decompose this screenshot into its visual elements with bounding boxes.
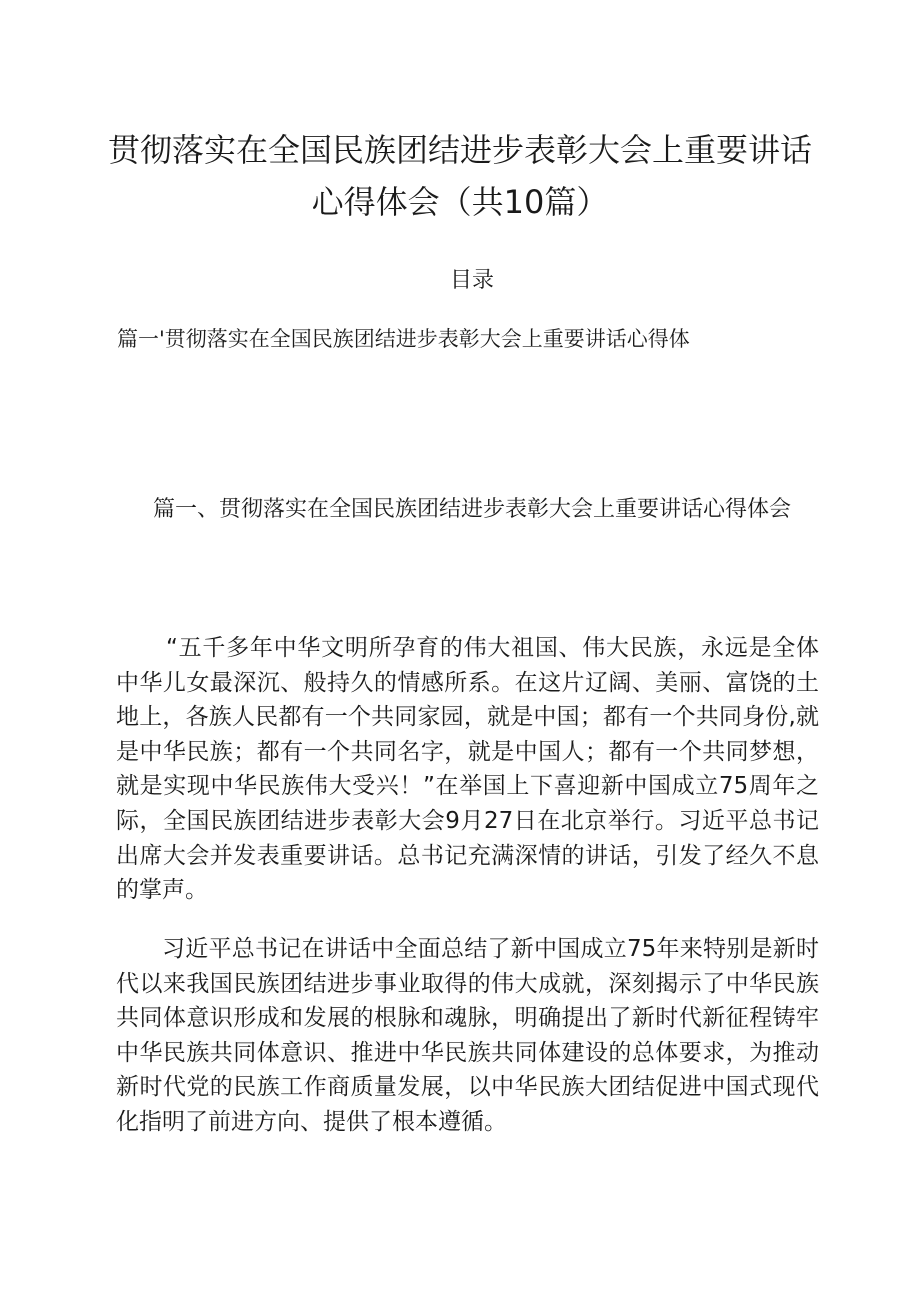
document-title: 贯彻落实在全国民族团结进步表彰大会上重要讲话心得体会（共10篇） — [107, 131, 812, 221]
body-paragraph: “五千多年中华文明所孕育的伟大祖国、伟大民族，永远是全体中华儿女最深沉、般持久的情感所系。在这片辽阔、美丽、富饶的土地上，各族人民都有一个共同家园，就是中国；都有一个共同身份,就是中华民族；都有一个共同名字，就是中国人；都有一个共同梦想，就是实现中华民族伟大受兴！”在举国上下喜迎新中国成立75周年之际，全国民族团结进步表彰大会9月27日在北京举行。习近平总书记出席大会并发表重要讲话。总书记充满深情的讲话，引发了经久不息的掌声。 — [116, 635, 819, 904]
toc-entry-1[interactable]: 篇一'贯彻落实在全国民族团结进步表彰大会上重要讲话心得体 — [117, 327, 690, 351]
body-paragraph: 习近平总书记在讲话中全面总结了新中国成立75年来特别是新时代以来我国民族团结进步事业取得的伟大成就，深刻揭示了中华民族共同体意识形成和发展的根脉和魂脉，明确提出了新时代新征程铸牢中华民族共同体意识、推进中华民族共同体建设的总体要求，为推动新时代党的民族工作商质量发展，以中华民族大团结促进中国式现代化指明了前进方向、提供了根本遵循。 — [116, 936, 819, 1135]
toc-heading: 目录 — [449, 268, 494, 293]
section-title: 篇一、贯彻落实在全国民族团结进步表彰大会上重要讲话心得体会 — [152, 497, 791, 522]
